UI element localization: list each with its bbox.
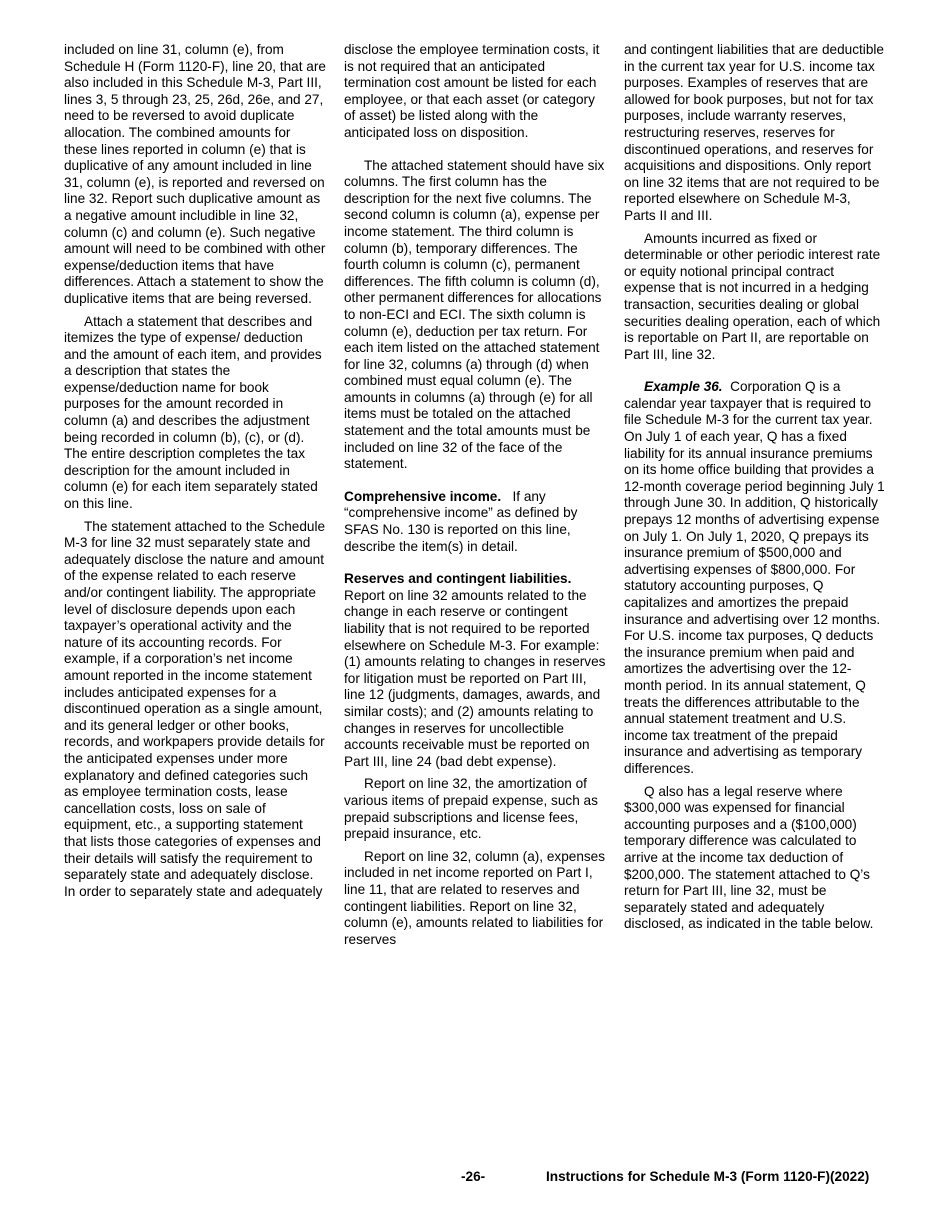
text-column-middle [344,42,606,954]
paragraph-comprehensive-income [344,489,606,555]
page-number: -26- [461,1169,486,1184]
paragraph-text: If any “comprehensive income” as defined by SFAS No. 130 is reported on this line, describe the item(s) in detail. [344,488,578,554]
paragraph: and contingent liabilities that are deductible in the current tax year for U.S. income tax purposes. Examples of reserves that are allowed for book purposes, but not for tax purposes, include warranty reserves, restructuring reserves, reserves for discontinued operations, and reserves for acquisitions and dispositions. Only report on line 32 items that are not required to be reported elsewhere on Schedule M-3, Parts II and III. [624,42,884,223]
paragraph: Q also has a legal reserve where $300,000 was expensed for financial accounting purposes and a ($100,000) temporary difference was calculated to arrive at the income tax deduction of $200,000. The statement attached to Q’s return for Part III, line 32, must be separately stated and adequately disclosed, as indicated in the table below. [624,783,874,932]
paragraph-example [624,379,886,777]
paragraph: The attached statement should have six columns. The first column has the description for the next five columns. The second column is column (a), expense per income statement. The third column is column (b), temporary differences. The fourth column is column (c), permanent differences. The fifth column is column (d), other permanent differences for allocations to non-ECI and ECI. The sixth column is column (e), deduction per tax return. For each item listed on the attached statement for line 32, columns (a) through (d) when combined must equal column (e). The amounts in columns (a) through (e) for all items must be totaled on the attached statement and the total amounts must be included on line 32 of the face of the statement. [344,157,605,472]
paragraph: Report on line 32, the amortization of various items of prepaid expense, such as prepaid subscriptions and license fees, prepaid insurance, etc. [344,776,598,842]
paragraph: Report on line 32, column (a), expenses included in net income reported on Part I, line 11, that are related to reserves and contingent liabilities. Report on line 32, column (e), amounts related to liabilities for reserves [344,848,606,947]
section-heading: Comprehensive income. [344,488,502,504]
paragraph: disclose the employee termination costs, it is not required that an anticipated termination cost amount be listed for each employee, or that each asset (or category of asset) be listed along with the anticipated loss on disposition. [344,42,600,140]
paragraph: included on line 31, column (e), from Schedule H (Form 1120-F), line 20, that are also included in this Schedule M-3, Part III, lines 3, 5 through 23, 25, 26d, 26e, and 27, need to be reversed to avoid duplicate allocation. The combined amounts for these lines reported in column (e) that is duplicative of any amount included in line 31, column (e), is reported and reversed on line 32. Report such duplicative amount as a negative amount includible in line 32, column (c) and column (e). Such negative amount will need to be combined with other expense/deduction items that have differences. Attach a statement to show the duplicative items that are being reversed. [64,42,326,306]
paragraph-text: Corporation Q is a calendar year taxpayer that is required to file Schedule M-3 for the current tax year. On July 1 of each year, Q has a fixed liability for its annual insurance premiums on its home office building that provides a 12-month coverage period beginning July 1 through June 30. In addition, Q historically prepays 12 months of advertising expense on July 1. On July 1, 2020, Q prepays its insurance premium of $500,000 and advertising expenses of $800,000. For statutory accounting purposes, Q capitalizes and amortizes the prepaid insurance and advertising over 12 months. For U.S. income tax purposes, Q deducts the insurance premium when paid and amortizes the advertising over the 12-month period. In its annual statement, Q treats the differences attributable to the annual statement treatment and U.S. income tax treatment of the prepaid insurance and advertising as temporary differences. [624,379,885,776]
paragraph-reserves [344,571,606,770]
example-heading: Example 36. [644,379,723,395]
paragraph: Amounts incurred as fixed or determinable or other periodic interest rate or equity notional principal contract expense that is not incurred in a hedging transaction, securities dealing or global securities dealing operation, each of which is reportable on Part II, are reportable on Part III, line 32. [624,230,881,362]
paragraph-text: Report on line 32 amounts related to the change in each reserve or contingent liability that is not required to be reported elsewhere on Schedule M-3. For example: (1) amounts relating to changes in reserves for litigation must be reported on Part III, line 12 (judgments, damages, awards, and similar costs); and (2) amounts relating to changes in reserves for uncollectible accounts receivable must be reported on Part III, line 24 (bad debt expense). [344,587,606,769]
paragraph: Attach a statement that describes and itemizes the type of expense/ deduction and the amount of each item, and provides a description that states the expense/deduction name for book purposes for the amount recorded in column (a) and describes the adjustment being recorded in column (b), (c), or (d). The entire description completes the tax description for the amount included in column (e) for each item separately stated on this line. [64,313,322,512]
text-column-right [624,42,886,939]
document-title: Instructions for Schedule M-3 (Form 1120-F)(2022) [546,1169,870,1184]
paragraph: The statement attached to the Schedule M-3 for line 32 must separately state and adequately disclose the nature and amount of the expense related to each reserve and/or contingent liability. The appropriate level of disclosure depends upon each taxpayer’s operational activity and the nature of its accounting records. For example, if a corporation’s net income amount reported in the income statement includes anticipated expenses for a discontinued operation as a single amount, and its general ledger or other books, records, and workpapers provide details for the anticipated expenses under more explanatory and defined categories such as employee termination costs, lease cancellation costs, loss on sale of equipment, etc., a supporting statement that lists those categories of expenses and their details will satisfy the requirement to separately state and adequately disclose. In order to separately state and adequately [64,518,326,899]
text-column-left [64,42,326,906]
section-heading: Reserves and contingent liabilities. [344,571,572,587]
